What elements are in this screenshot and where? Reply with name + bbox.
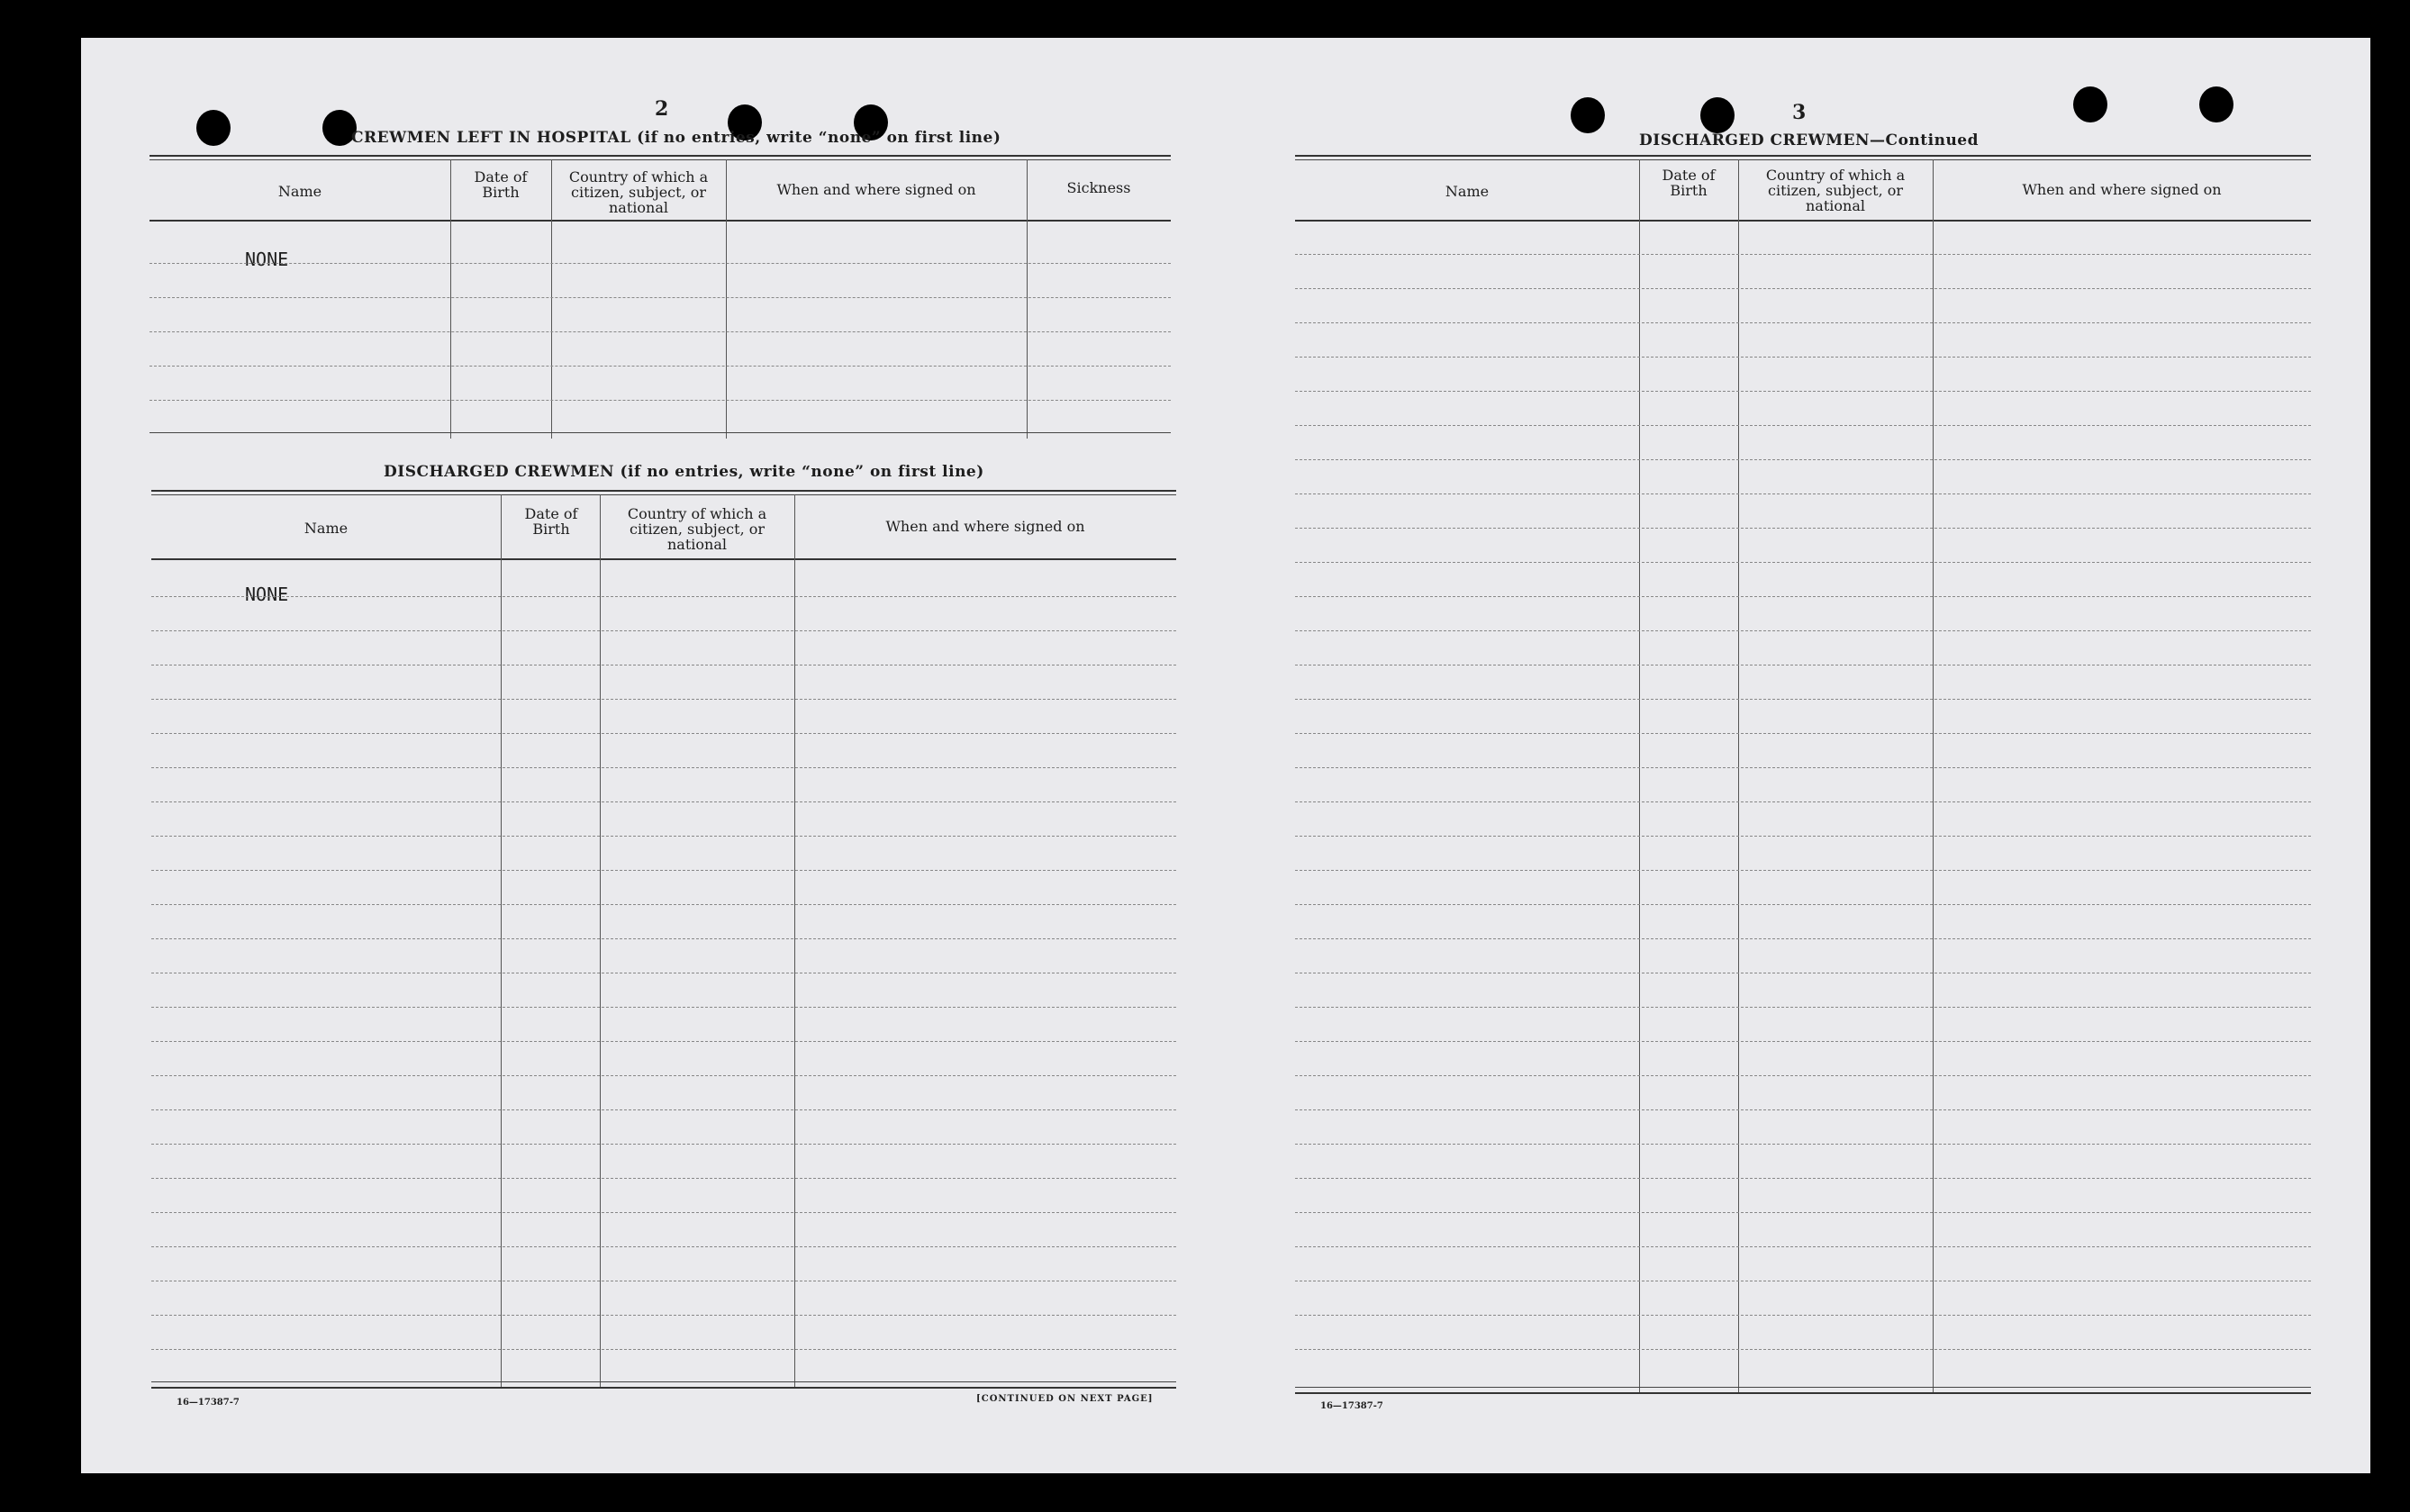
header-name: Name <box>1445 183 1490 200</box>
discharged-table-left <box>151 490 1176 1426</box>
header-sickness: Sickness <box>1066 179 1131 196</box>
header-name: Name <box>304 520 349 537</box>
header-country: Country of which a citizen, subject, or national <box>627 505 767 553</box>
page-number-left: 2 <box>655 97 669 121</box>
punch-hole <box>1700 97 1735 133</box>
discharged-section-title: DISCHARGED CREWMEN (if no entries, write “none” on first line) <box>384 463 984 481</box>
header-country: Country of which a citizen, subject, or national <box>568 168 709 216</box>
right-section-title: DISCHARGED CREWMEN—Continued <box>1639 131 1980 149</box>
punch-hole <box>2073 86 2107 122</box>
punch-hole <box>1571 97 1605 133</box>
header-date-of-birth: Date of Birth <box>524 505 578 538</box>
document-sheet <box>81 38 2370 1473</box>
hospital-entry: NONE <box>245 249 289 270</box>
header-date-of-birth: Date of Birth <box>474 168 528 201</box>
hospital-section-title: CREWMEN LEFT IN HOSPITAL (if no entries, write “none” on first line) <box>351 129 1001 147</box>
form-number-right: 16—17387-7 <box>1320 1401 1383 1411</box>
header-country: Country of which a citizen, subject, or national <box>1765 167 1906 214</box>
hospital-table <box>149 155 1171 474</box>
header-date-of-birth: Date of Birth <box>1662 167 1716 199</box>
discharged-entry: NONE <box>245 584 289 605</box>
discharged-table-right <box>1295 155 2311 1401</box>
form-number-left: 16—17387-7 <box>177 1398 240 1408</box>
continued-note: [CONTINUED ON NEXT PAGE] <box>976 1394 1154 1404</box>
header-signed-on: When and where signed on <box>2022 181 2222 198</box>
header-signed-on: When and where signed on <box>885 518 1085 535</box>
page-number-right: 3 <box>1792 101 1807 124</box>
punch-hole <box>2199 86 2233 122</box>
header-signed-on: When and where signed on <box>776 181 976 198</box>
header-name: Name <box>277 183 322 200</box>
punch-hole <box>196 110 231 146</box>
